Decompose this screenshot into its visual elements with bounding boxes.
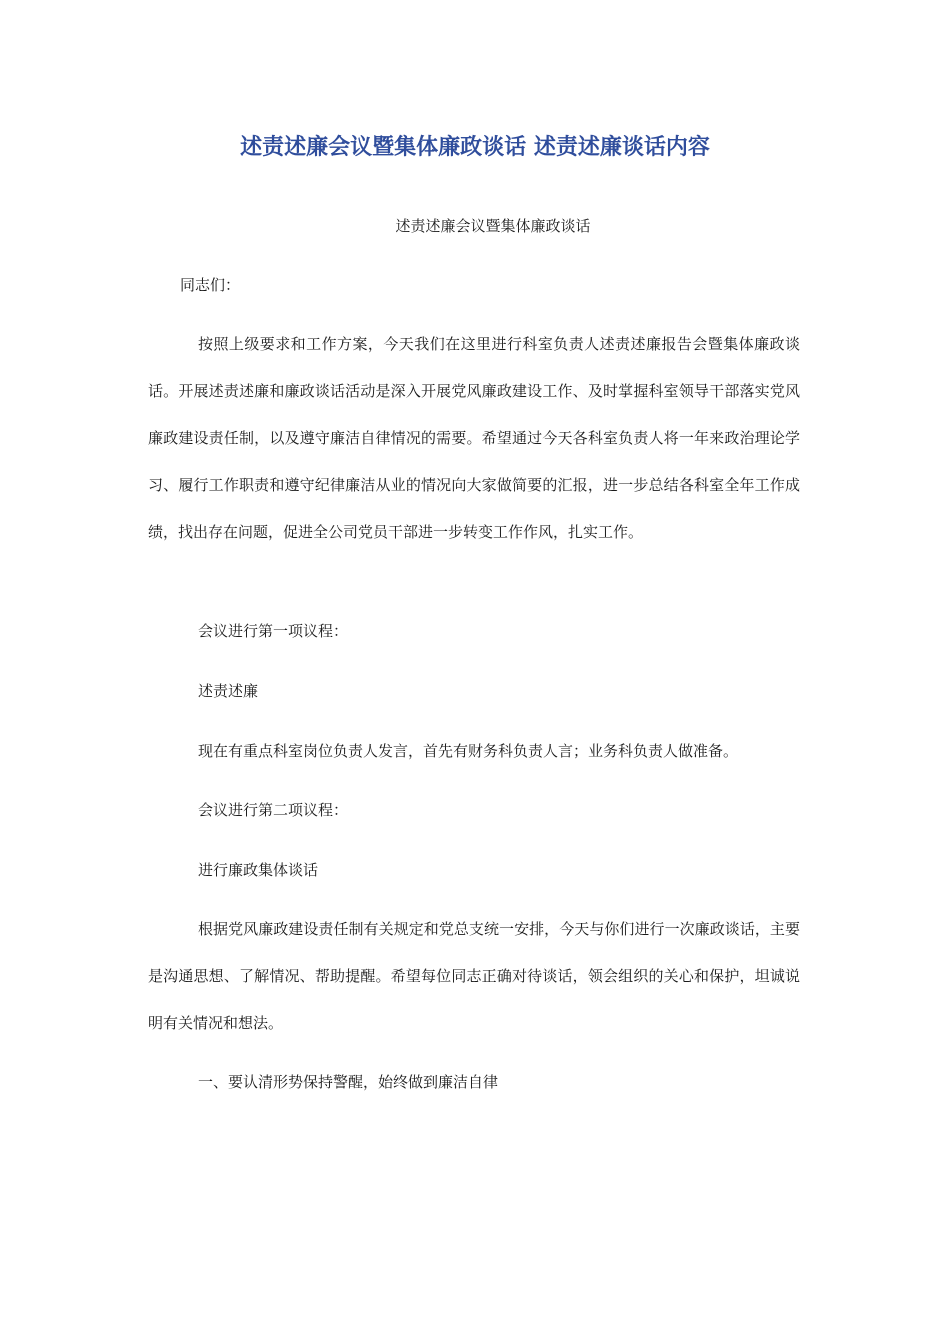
greeting: 同志们： bbox=[180, 276, 241, 294]
paragraph-intro: 按照上级要求和工作方案，今天我们在这里进行科室负责人述责述廉报告会暨集体廉政谈话。开展述责述廉和廉政谈话活动是深入开展党风廉政建设工作、及时掌握科室领导干部落实党风廉政建设责任制，以及遵守廉洁自律情况的需要。希望通过今天各科室负责人将一年来政治理论学习、履行工作职责和遵守纪律廉洁从业的情况向大家做简要的汇报，进一步总结各科室全年工作成绩，找出存在问题，促进全公司党员干部进一步转变工作作风，扎实工作。 bbox=[148, 335, 800, 541]
document-subtitle: 述责述廉会议暨集体廉政谈话 bbox=[395, 217, 591, 235]
agenda-first-note: 现在有重点科室岗位负责人发言，首先有财务科负责人言；业务科负责人做准备。 bbox=[198, 742, 739, 760]
document-title: 述责述廉会议暨集体廉政谈话 述责述廉谈话内容 bbox=[240, 135, 710, 160]
agenda-second-item: 进行廉政集体谈话 bbox=[198, 861, 319, 879]
agenda-first-heading: 会议进行第一项议程： bbox=[198, 622, 349, 640]
section-heading-1: 一、要认清形势保持警醒，始终做到廉洁自律 bbox=[198, 1073, 499, 1091]
paragraph-talk: 根据党风廉政建设责任制有关规定和党总支统一安排，今天与你们进行一次廉政谈话，主要是沟通思想、了解情况、帮助提醒。希望每位同志正确对待谈话，领会组织的关心和保护，坦诚说明有关情况和想法。 bbox=[148, 920, 800, 1032]
agenda-first-item: 述责述廉 bbox=[198, 682, 259, 700]
agenda-second-heading: 会议进行第二项议程： bbox=[198, 801, 349, 819]
